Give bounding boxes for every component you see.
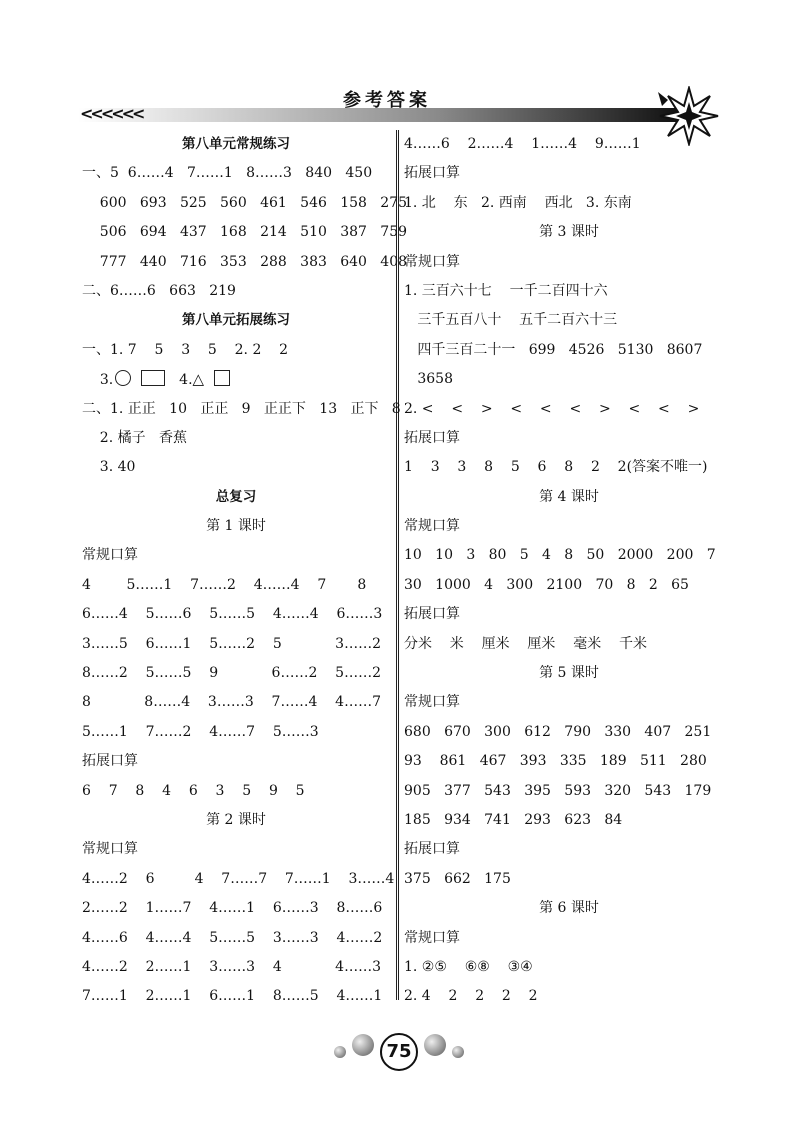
answer-line: 10 10 3 80 5 4 8 50 2000 200 7 — [404, 547, 716, 564]
square-shape — [214, 370, 230, 386]
answer-line: 拓展口算 — [404, 606, 460, 623]
left-column — [82, 130, 408, 1012]
answer-line: 680 670 300 612 790 330 407 251 — [404, 723, 712, 740]
answer-line: 二、6……6 663 219 — [82, 282, 236, 299]
answer-line: 1. 北 东 2. 西南 西北 3. 东南 — [404, 194, 632, 211]
answer-line: 2. 橘子 香蕉 — [82, 429, 187, 446]
answer-line: 拓展口算 — [404, 429, 460, 446]
section-heading: 第八单元常规练习 — [182, 136, 290, 152]
answer-line: 二、1. 正正 10 正正 9 正正下 13 正下 8 — [82, 400, 401, 417]
answer-line: 常规口算 — [82, 841, 138, 858]
answer-line: 4……2 6 4 7……7 7……1 3……4 — [82, 870, 395, 887]
shapes-prefix: 3. — [99, 372, 114, 389]
answer-line: 375 662 175 — [404, 870, 511, 887]
answer-line: 4 5……1 7……2 4……4 7 8 — [82, 576, 367, 593]
page-dots-icon — [352, 1034, 374, 1056]
page-title: 参考答案 — [343, 90, 431, 111]
lesson-title: 第 1 课时 — [206, 518, 266, 535]
answer-line: 常规口算 — [404, 518, 460, 535]
answer-line: 600 693 525 560 461 546 158 275 — [82, 194, 408, 211]
answer-line: 6 7 8 4 6 3 5 9 5 — [82, 782, 305, 799]
answer-line: 3658 — [404, 371, 453, 388]
answer-line: 3. 40 — [82, 459, 136, 476]
answer-line: 1. 三百六十七 一千二百四十六 — [404, 282, 608, 299]
answer-line: 185 934 741 293 623 84 — [404, 811, 623, 828]
chevrons-icon: <<<<<< — [80, 104, 143, 123]
answer-line: 一、5 6……4 7……1 8……3 840 450 — [82, 165, 373, 182]
shapes-mid: 4. — [179, 372, 193, 389]
rectangle-shape — [141, 370, 165, 386]
answer-line: 6……4 5……6 5……5 4……4 6……3 — [82, 606, 383, 623]
answer-line: 905 377 543 395 593 320 543 179 — [404, 782, 712, 799]
circle-shape — [115, 370, 131, 386]
answer-line: 拓展口算 — [82, 753, 138, 770]
section-heading: 总复习 — [215, 488, 257, 505]
answer-line: 2. 4 2 2 2 2 — [404, 988, 538, 1005]
lesson-title: 第 5 课时 — [539, 665, 599, 682]
answer-line: 常规口算 — [82, 547, 138, 564]
answer-line: 7……1 2……1 6……1 8……5 4……1 — [82, 988, 383, 1005]
right-column — [404, 130, 734, 1012]
lesson-title: 第 6 课时 — [539, 900, 599, 917]
lesson-title: 第 2 课时 — [206, 811, 266, 828]
section-heading: 第八单元拓展练习 — [182, 312, 290, 329]
answer-line: 5……1 7……2 4……7 5……3 — [82, 723, 319, 740]
page-footer — [330, 1030, 470, 1070]
answer-line: 四千三百二十一 699 4526 5130 8607 — [404, 341, 703, 358]
answer-line: 一、1. 7 5 3 5 2. 2 2 — [82, 341, 289, 358]
answer-line: 1 3 3 8 5 6 8 2 2(答案不唯一) — [404, 459, 708, 476]
answer-line: 常规口算 — [404, 253, 460, 270]
answer-line: 3……5 6……1 5……2 5 3……2 — [82, 635, 381, 652]
answer-line: 506 694 437 168 214 510 387 759 — [82, 224, 408, 241]
answer-line: 8 8……4 3……3 7……4 4……7 — [82, 694, 381, 711]
answer-line: 常规口算 — [404, 694, 460, 711]
answer-line: 2……2 1……7 4……1 6……3 8……6 — [82, 900, 383, 917]
answer-line: 2. < < > < < < > < < > — [404, 400, 700, 417]
answer-line: 拓展口算 — [404, 165, 460, 182]
answer-line: 4……2 2……1 3……3 4 4……3 — [82, 958, 381, 975]
answer-line: 777 440 716 353 288 383 640 408 — [82, 253, 408, 270]
answer-line: 分米 米 厘米 厘米 毫米 千米 — [404, 635, 648, 652]
page-dots-icon — [424, 1034, 446, 1056]
answer-line: 4……6 2……4 1……4 9……1 — [404, 136, 641, 152]
page-dots-icon — [452, 1046, 464, 1058]
lesson-title: 第 3 课时 — [539, 224, 599, 241]
answer-line: 8……2 5……5 9 6……2 5……2 — [82, 665, 381, 682]
answer-line: 4……6 4……4 5……5 3……3 4……2 — [82, 929, 383, 946]
answer-line: 三千五百八十 五千二百六十三 — [404, 312, 618, 329]
shapes-answer-line — [82, 365, 390, 394]
page-number: 75 — [380, 1033, 418, 1071]
triangle-shape: △ — [192, 370, 205, 389]
lesson-title: 第 4 课时 — [539, 488, 599, 505]
answer-line: 93 861 467 393 335 189 511 280 — [404, 753, 707, 770]
page-dots-icon — [334, 1046, 346, 1058]
answer-line: 1. ②⑤ ⑥⑧ ③④ — [404, 958, 533, 975]
answer-line: 常规口算 — [404, 929, 460, 946]
answer-line: 30 1000 4 300 2100 70 8 2 65 — [404, 576, 689, 593]
answer-line: 拓展口算 — [404, 841, 460, 858]
